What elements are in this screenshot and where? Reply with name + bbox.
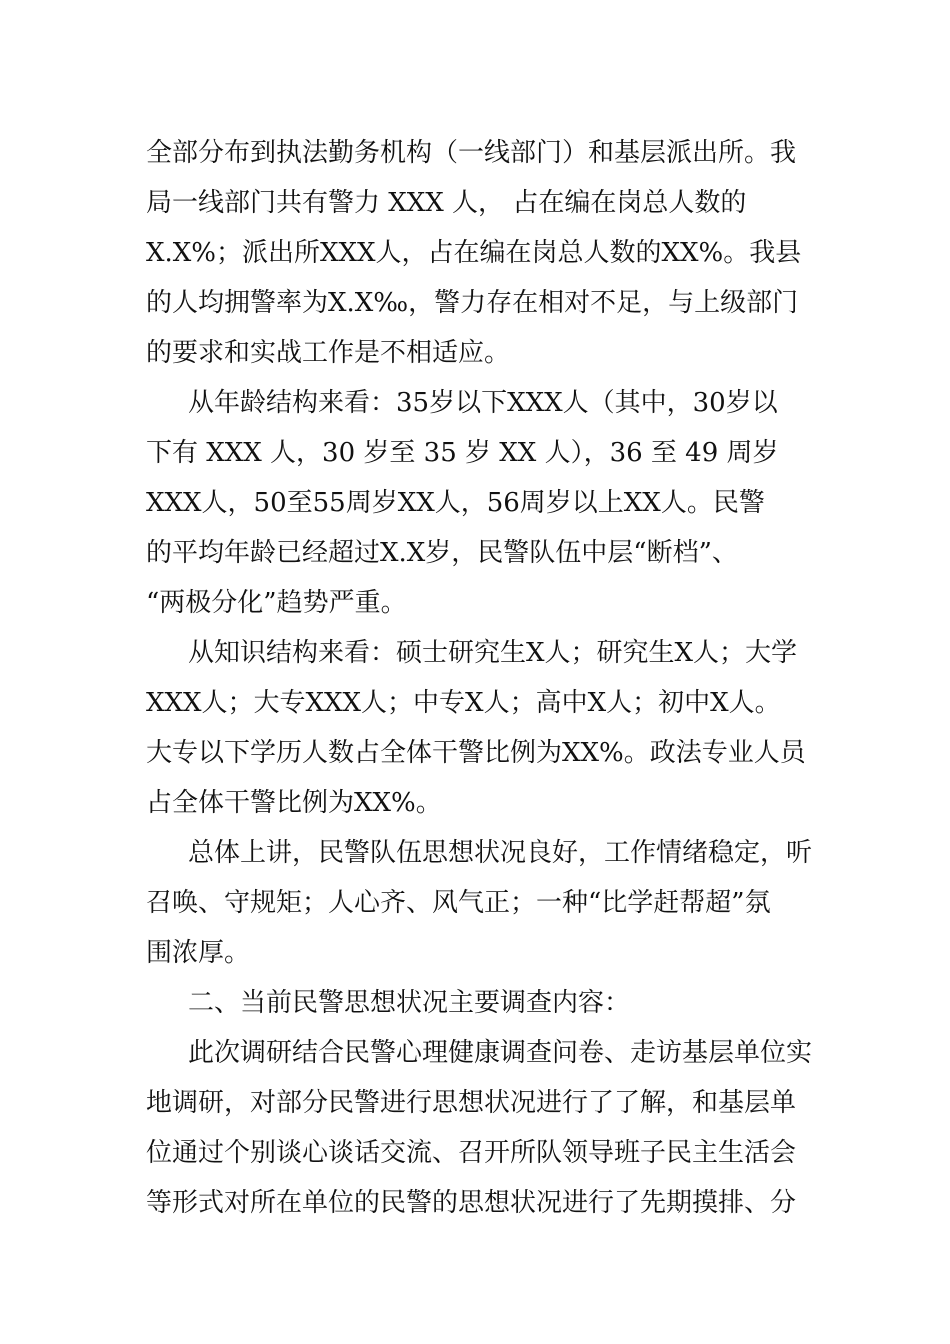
- paragraph-first-line: 总体上讲，民警队伍思想状况良好，工作情绪稳定，听: [188, 838, 813, 868]
- text-line: 召唤、守规矩；人心齐、风气正；一种“比学赶帮超”氛: [146, 888, 771, 918]
- text-line: 的人均拥警率为X.X‰，警力存在相对不足，与上级部门: [146, 288, 799, 318]
- text-line: 大专以下学历人数占全体干警比例为XX%。政法专业人员: [146, 738, 806, 768]
- text-line: 位通过个别谈心谈话交流、召开所队领导班子民主生活会: [146, 1138, 797, 1168]
- text-line: 占全体干警比例为XX%。: [146, 788, 442, 818]
- text-line: X.X%；派出所XXX人，占在编在岗总人数的XX%。我县: [146, 238, 802, 268]
- text-line: 围浓厚。: [146, 938, 251, 968]
- body-text: [146, 128, 813, 1228]
- paragraph-first-line: 从年龄结构来看：35岁以下XXX人（其中，30岁以: [188, 388, 778, 418]
- text-line: 的平均年龄已经超过X.X岁，民警队伍中层“断档”、: [146, 538, 738, 568]
- text-line: XXX人，50至55周岁XX人，56周岁以上XX人。民警: [146, 488, 765, 518]
- text-line: “两极分化”趋势严重。: [146, 588, 407, 618]
- paragraph-first-line: 从知识结构来看：硕士研究生X人；研究生X人；大学: [188, 638, 798, 668]
- section-heading: 二、当前民警思想状况主要调查内容：: [188, 988, 631, 1018]
- text-line: 下有 XXX 人，30 岁至 35 岁 XX 人），36 至 49 周岁: [146, 438, 779, 468]
- text-line: XXX人；大专XXX人；中专X人；高中X人；初中X人。: [146, 688, 781, 718]
- text-line: 的要求和实战工作是不相适应。: [146, 338, 511, 368]
- text-line: 等形式对所在单位的民警的思想状况进行了先期摸排、分: [146, 1188, 797, 1218]
- text-line: 地调研，对部分民警进行思想状况进行了了解，和基层单: [146, 1088, 797, 1118]
- paragraph-first-line: 此次调研结合民警心理健康调查问卷、走访基层单位实: [188, 1038, 813, 1068]
- text-line: 局一线部门共有警力 XXX 人， 占在编在岗总人数的: [146, 188, 747, 218]
- text-line: 全部分布到执法勤务机构（一线部门）和基层派出所。我: [146, 138, 797, 168]
